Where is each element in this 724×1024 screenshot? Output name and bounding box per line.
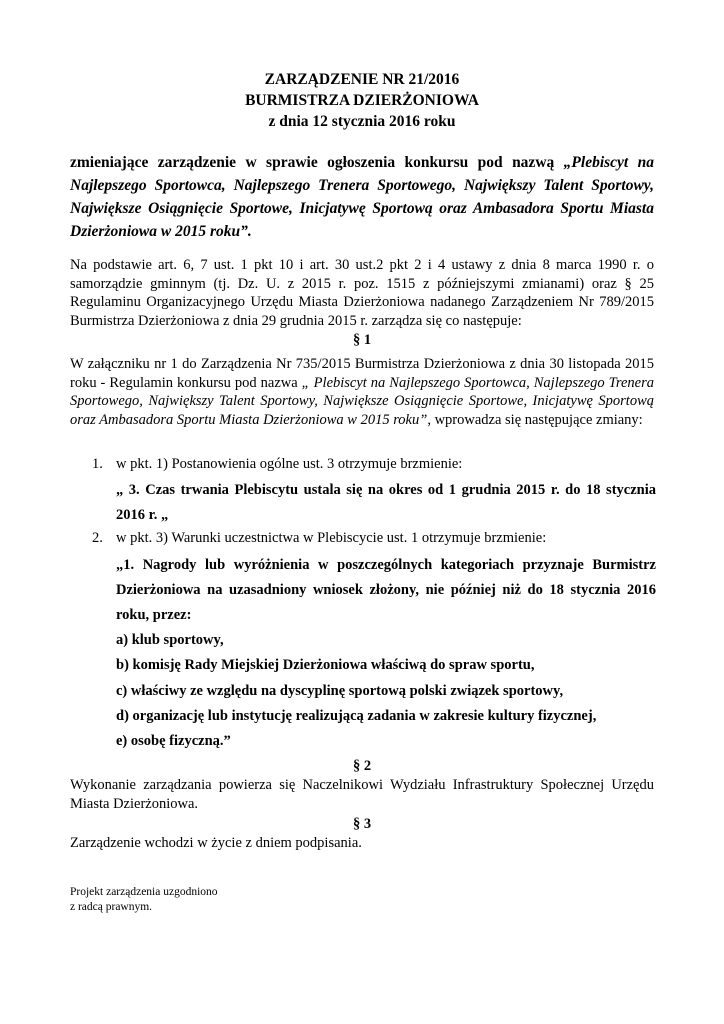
subject-prefix: zmieniające zarządzenie w sprawie ogłoszenia konkursu pod nazwą [70, 154, 564, 171]
section-1-intro [70, 355, 654, 429]
subitem-a: a) klub sportowy, [116, 632, 224, 648]
footnote-line-2: z radcą prawnym. [70, 901, 153, 913]
section-1-intro-title: „ Plebiscyt na Najlepszego Sportowca, Najlepszego Trenera Sportowego, Największy Talent Sportowy, Największe Osiągnięcie Sportowe, Inicjatywę Sportową oraz Ambasadora Sportu Miasta Dzierżoniowa w 2015 roku” [70, 374, 655, 428]
subject-contest-title: „Plebiscyt na Najlepszego Sportowca, Najlepszego Trenera Sportowego, Największy Talent Sportowy, Największe Osiągnięcie Sportowe, Inicjatywę Sportową oraz Ambasadora Sportu Miasta Dzierżoniowa w 2015 roku”. [70, 154, 654, 240]
section-1-heading: § 1 [352, 332, 372, 348]
document-title: ZARZĄDZENIE NR 21/2016 [264, 71, 460, 88]
section-1-intro-start: W załączniku nr 1 do Zarządzenia Nr 735/2015 Burmistrza Dzierżoniowa z dnia 30 listopada 2015 roku - Regulamin konkursu pod nazwa [70, 356, 654, 391]
section-3-text: Zarządzenie wchodzi w życie z dniem podpisania. [70, 835, 362, 851]
document-subject [70, 151, 654, 243]
item-2-text: w pkt. 3) Warunki uczestnictwa w Plebiscycie ust. 1 otrzymuje brzmienie: [116, 530, 547, 546]
preamble-paragraph: Na podstawie art. 6, 7 ust. 1 pkt 10 i art. 30 ust.2 pkt 2 i 4 ustawy z dnia 8 marca 1990 r. o samorządzie gminnym (tj. Dz. U. z 2015 r. poz. 1515 z późniejszymi zmianami) oraz § 25 Regulaminu Organizacyjnego Urzędu Miasta Dzierżoniowa nadanego Zarządzeniem Nr 789/2015 Burmistrza Dzierżoniowa z dnia 29 grudnia 2015 r. zarządza się co następuje: [70, 257, 654, 329]
subitem-e: e) osobę fizyczną.” [116, 733, 231, 749]
item-2-number: 2. [92, 530, 103, 546]
item-1-text: w pkt. 1) Postanowienia ogólne ust. 3 otrzymuje brzmienie: [116, 456, 463, 472]
section-1-intro-end: , wprowadza się następujące zmiany: [427, 411, 643, 428]
section-2-text: Wykonanie zarządzania powierza się Naczelnikowi Wydziału Infrastruktury Społecznej Urzędu Miasta Dzierżoniowa. [70, 777, 654, 812]
subitem-c: c) właściwy ze względu na dyscyplinę sportową polski związek sportowy, [116, 683, 564, 699]
section-3-heading: § 3 [352, 816, 372, 832]
item-1-quote: „ 3. Czas trwania Plebiscytu ustala się na okres od 1 grudnia 2015 r. do 18 stycznia 2016 r. „ [116, 482, 656, 523]
document-issuer: BURMISTRZA DZIERŻONIOWA [245, 92, 479, 109]
item-1-number: 1. [92, 456, 103, 472]
footnote-line-1: Projekt zarządzenia uzgodniono [70, 886, 218, 898]
subitem-d: d) organizację lub instytucję realizującą zadania w zakresie kultury fizycznej, [116, 708, 597, 724]
subitem-b: b) komisję Rady Miejskiej Dzierżoniowa właściwą do spraw sportu, [116, 657, 535, 673]
item-2-quote: „1. Nagrody lub wyróżnienia w poszczególnych kategoriach przyznaje Burmistrz Dzierżoniowa na uzasadniony wniosek złożony, nie później niż do 18 stycznia 2016 roku, przez: [116, 557, 656, 623]
section-2-heading: § 2 [352, 758, 372, 774]
document-date: z dnia 12 stycznia 2016 roku [268, 113, 456, 130]
